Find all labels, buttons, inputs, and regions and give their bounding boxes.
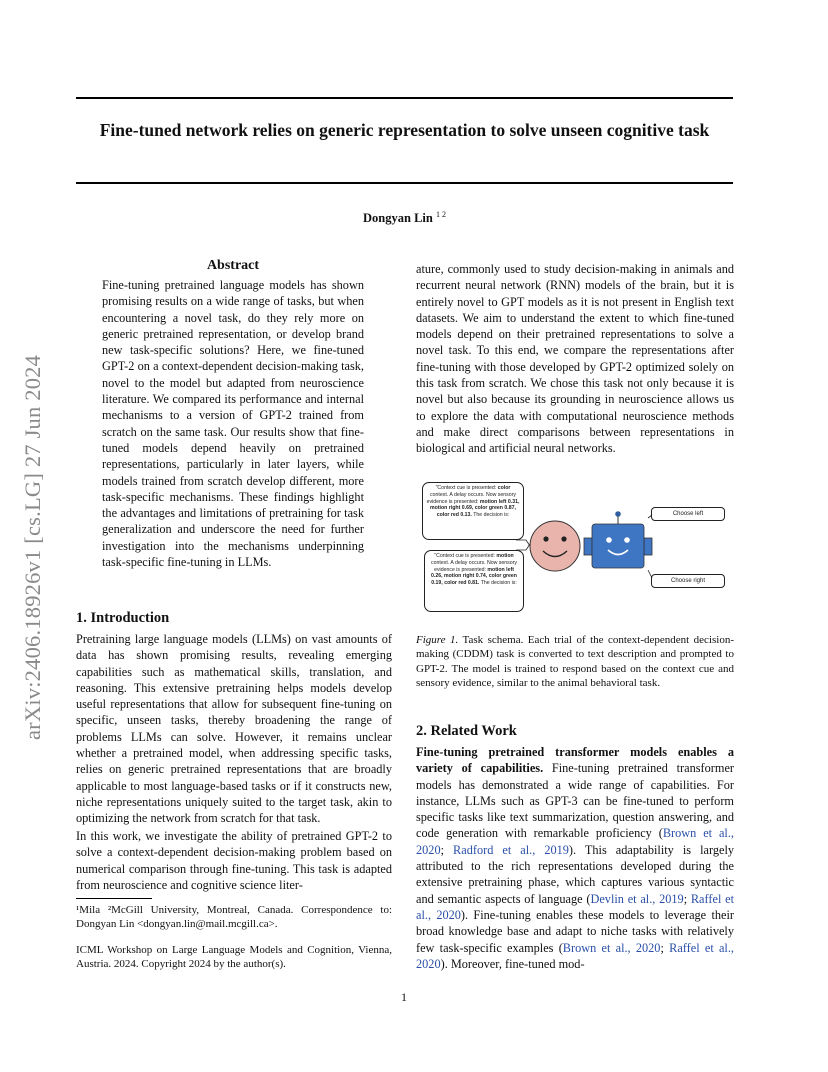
footnote-venue: ICML Workshop on Large Language Models and Cognition, Vienna, Austria. 2024. Copyright 2024 by the author(s). xyxy=(76,944,392,970)
arxiv-identifier: arXiv:2406.18926v1 [cs.LG] 27 Jun 2024 xyxy=(20,354,45,740)
human-face-icon xyxy=(530,521,580,571)
citation-separator: ; xyxy=(683,891,691,906)
prompt-text: The decision is: xyxy=(471,512,510,519)
paragraph-text: ). This adaptability is largely attributed to the rich representations developed during the extensive pretraining phase, which captures various syntactic and semantic aspects of language ( xyxy=(416,842,735,906)
author-name: Dongyan Lin xyxy=(363,211,433,226)
face-eye-right xyxy=(561,536,566,541)
context-word: color xyxy=(497,485,511,491)
citation-link[interactable]: Brown et al., 2020 xyxy=(416,826,734,857)
prompt-text: context. A delay occurs. Now sensory evidence is presented: xyxy=(426,491,516,505)
abstract-text: Fine-tuning pretrained language models has shown promising results on a wide range of tasks, but when encountering a novel task, do they rely more on generic pretrained representation, or develop brand new task-specific solutions? Here, we fine-tuned GPT-2 on a context-dependent decision-making task, novel to the model but adapted from neuroscience literature. We compared its performance and internal mechanisms to a version of GPT-2 trained from scratch on the same task. Our results show that fine-tuned models depend heavily on pretrained representations, particularly in later layers, while models trained from scratch develop different, more task-specific mechanisms. These findings highlight the advantages and limitations of pretraining for task generalization and underscore the need for further investigation into the mechanisms underpinning task-specific fine-tuning in LLMs. xyxy=(102,278,364,570)
paragraph-text: Fine-tuning pretrained transformer models has demonstrated a wide range of capabilities. For instance, LLMs such as GPT-3 can be fine-tuned to perform specific tasks like text summarization, question answering, and code generation with remarkable proficiency ( xyxy=(416,761,734,841)
related-work-heading: 2. Related Work xyxy=(416,723,517,739)
evidence-values: motion left 0.31, motion right 0.69, color green 0.87, color red 0.13. xyxy=(430,498,520,519)
answer-bubble-right: Choose right xyxy=(651,574,725,588)
figure-caption-text: Task schema. Each trial of the context-dependent decision-making (CDDM) task is converted to text description and prompted to GPT-2. The model is trained to respond based on the context cue and sensory evidence, similar to the animal behavioral task. xyxy=(416,634,734,689)
intro-paragraph-2: In this work, we investigate the ability of pretrained GPT-2 to solve a context-dependent decision-making problem based on numerical comparison through fine-tuning. This task is adapted from neuroscience and cognitive science liter- xyxy=(76,829,392,892)
footnote-affiliation: ¹Mila ²McGill University, Montreal, Canada. Correspondence to: Dongyan Lin <dongyan.lin@mail.mcgill.ca>. xyxy=(76,904,392,930)
prompt-text: context. A delay occurs. Now sensory evidence is presented: xyxy=(431,559,517,573)
author-line xyxy=(76,210,733,226)
paper-title: Fine-tuned network relies on generic representation to solve unseen cognitive task xyxy=(99,120,710,140)
evidence-values: motion left 0.26, motion right 0.74, color green 0.19, color red 0.81. xyxy=(431,566,517,587)
intro-paragraph-1: Pretraining large language models (LLMs) on vast amounts of data has shown promising results, revealing emerging capabilities such as mathematical skills, translation, and reasoning. This extensive pretraining helps models develop useful representations that allow for subsequent fine-tuning on specific, unseen tasks, thereby broadening the range of problems LLMs can solve. However, it remains unclear whether a pretrained model, when addressing specific tasks, relies on generic pretrained representations that are broadly applicable to most language-based tasks or if it constructs new, niche representations uniquely suited to the target task, akin to optimizing the network from scratch for that task. xyxy=(76,632,392,826)
citation-separator: ; xyxy=(440,842,454,857)
citation-link[interactable]: Brown et al., 2020 xyxy=(562,940,661,955)
face-eye-left xyxy=(543,536,548,541)
prompt-bubble-color xyxy=(422,482,524,540)
title-rule-bottom xyxy=(76,182,733,184)
robot-smile xyxy=(608,550,628,555)
citation-link[interactable]: Raffel et al., 2020 xyxy=(416,940,734,971)
face-smile xyxy=(543,551,567,557)
paragraph-lead: Fine-tuning pretrained transformer models enables a variety of capabilities. xyxy=(416,745,734,776)
citation-link[interactable]: Devlin et al., 2019 xyxy=(590,891,684,906)
title-rule-top xyxy=(76,97,733,99)
prompt-text: "Context cue is presented: xyxy=(435,485,498,491)
bubble-tail-top xyxy=(516,540,530,546)
robot-eye-left xyxy=(606,537,612,543)
robot-antenna-tip xyxy=(615,511,621,517)
prompt-text: "Context cue is presented: xyxy=(434,553,497,559)
answer-bubble-left: Choose left xyxy=(651,507,725,521)
figure-task-schema xyxy=(416,478,734,616)
citation-separator: ; xyxy=(660,940,670,955)
paragraph-text: ). Fine-tuning enables these models to leverage their broad knowledge base and adapt to niche tasks with relatively few task-specific examples ( xyxy=(416,907,734,955)
robot-ear-left xyxy=(584,538,592,555)
robot-eye-right xyxy=(624,537,630,543)
robot-ear-right xyxy=(644,538,652,555)
prompt-text: The decision is: xyxy=(479,580,517,587)
robot-head xyxy=(592,524,644,568)
figure-label: Figure 1. xyxy=(416,634,459,646)
intro-continuation-paragraph: ature, commonly used to study decision-making in animals and recurrent neural network (RNN) models of the brain, but it is entirely novel to GPT models as it is not present in English text datasets. We aim to understand the extent to which fine-tuned models depend on their pretrained representations to solve a novel task. To this end, we compare the representations after fine-tuning with those developed by GPT-2 optimized solely on this task from scratch. We chose this task not only because it is novel but also because its grounding in neuroscience allows us to explore the data with computational neuroscience methods and make direct comparisons between representations in biological and artificial neural networks. xyxy=(416,262,734,456)
related-work-paragraph xyxy=(416,744,734,972)
robot-icon xyxy=(584,511,652,568)
author-affiliation-marks: 1 2 xyxy=(435,210,446,219)
citation-link[interactable]: Radford et al., 2019 xyxy=(453,842,569,857)
footnote-rule xyxy=(76,898,152,899)
prompt-bubble-motion xyxy=(424,550,524,612)
abstract-heading: Abstract xyxy=(206,258,260,273)
context-word: motion xyxy=(496,553,514,559)
face-circle xyxy=(530,521,580,571)
figure-caption xyxy=(416,633,734,690)
citation-link[interactable]: Raffel et al., 2020 xyxy=(416,891,734,922)
paragraph-text: ). Moreover, fine-tuned mod- xyxy=(440,956,585,971)
intro-heading: 1. Introduction xyxy=(76,610,170,626)
page-number: 1 xyxy=(401,990,407,1004)
